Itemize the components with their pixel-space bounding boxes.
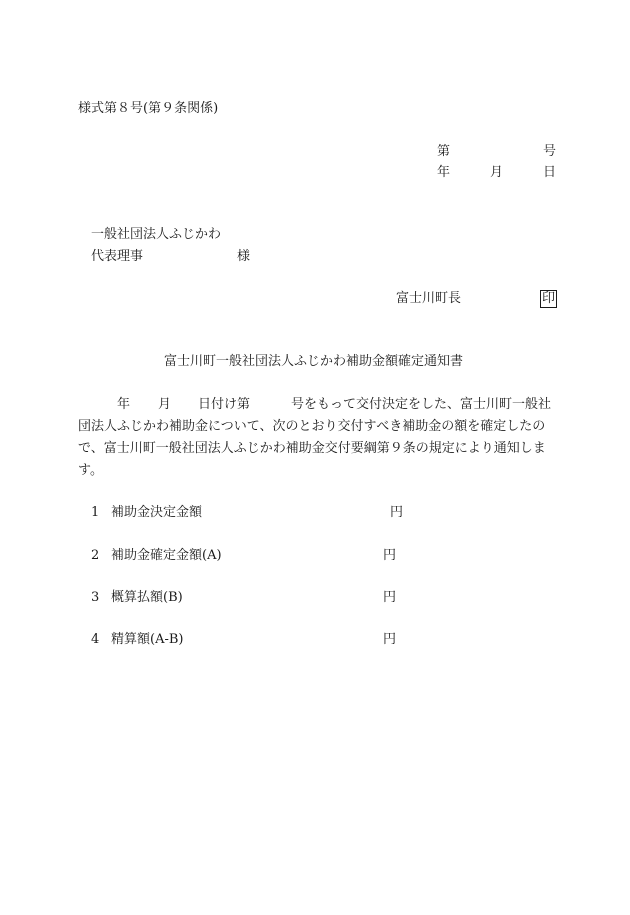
date-year: 年	[437, 165, 451, 180]
item-label: 補助金決定金額	[111, 505, 203, 520]
item-number: 3	[91, 590, 100, 605]
item-label: 補助金確定金額(A)	[111, 548, 222, 563]
item-unit: 円	[390, 505, 404, 520]
item-label: 概算払額(B)	[111, 590, 183, 605]
issuer-name: 富士川町長	[396, 291, 462, 306]
body-line2: 団法人ふじかわ補助金について、次のとおり交付すべき補助金の額を確定したの	[78, 419, 546, 434]
date-day: 日	[543, 165, 557, 180]
document-title: 富士川町一般社団法人ふじかわ補助金額確定通知書	[164, 354, 464, 369]
item-number: 4	[91, 632, 100, 647]
item-label: 精算額(A-B)	[111, 632, 184, 647]
document-number-prefix: 第	[437, 144, 451, 159]
body-dated: 日付け第	[198, 397, 251, 412]
date-month: 月	[490, 165, 504, 180]
issuer-seal	[540, 290, 557, 308]
item-unit: 円	[383, 590, 397, 605]
body-month: 月	[158, 397, 172, 412]
item-number: 2	[91, 548, 100, 563]
seal-mark: 印	[542, 291, 556, 306]
document-number-suffix: 号	[543, 144, 557, 159]
body-line1-rest: 号をもって交付決定をした、富士川町一般社	[291, 397, 552, 412]
item-number: 1	[91, 505, 100, 520]
addressee-honorific: 様	[237, 249, 251, 264]
body-line4: す。	[78, 463, 103, 478]
body-year: 年	[117, 397, 131, 412]
item-unit: 円	[383, 548, 397, 563]
addressee-organization: 一般社団法人ふじかわ	[91, 227, 222, 242]
addressee-title: 代表理事	[91, 249, 144, 264]
body-line3: で、富士川町一般社団法人ふじかわ補助金交付要綱第９条の規定により通知しま	[78, 441, 546, 456]
item-unit: 円	[383, 632, 397, 647]
form-label: 様式第８号(第９条関係)	[78, 101, 219, 116]
